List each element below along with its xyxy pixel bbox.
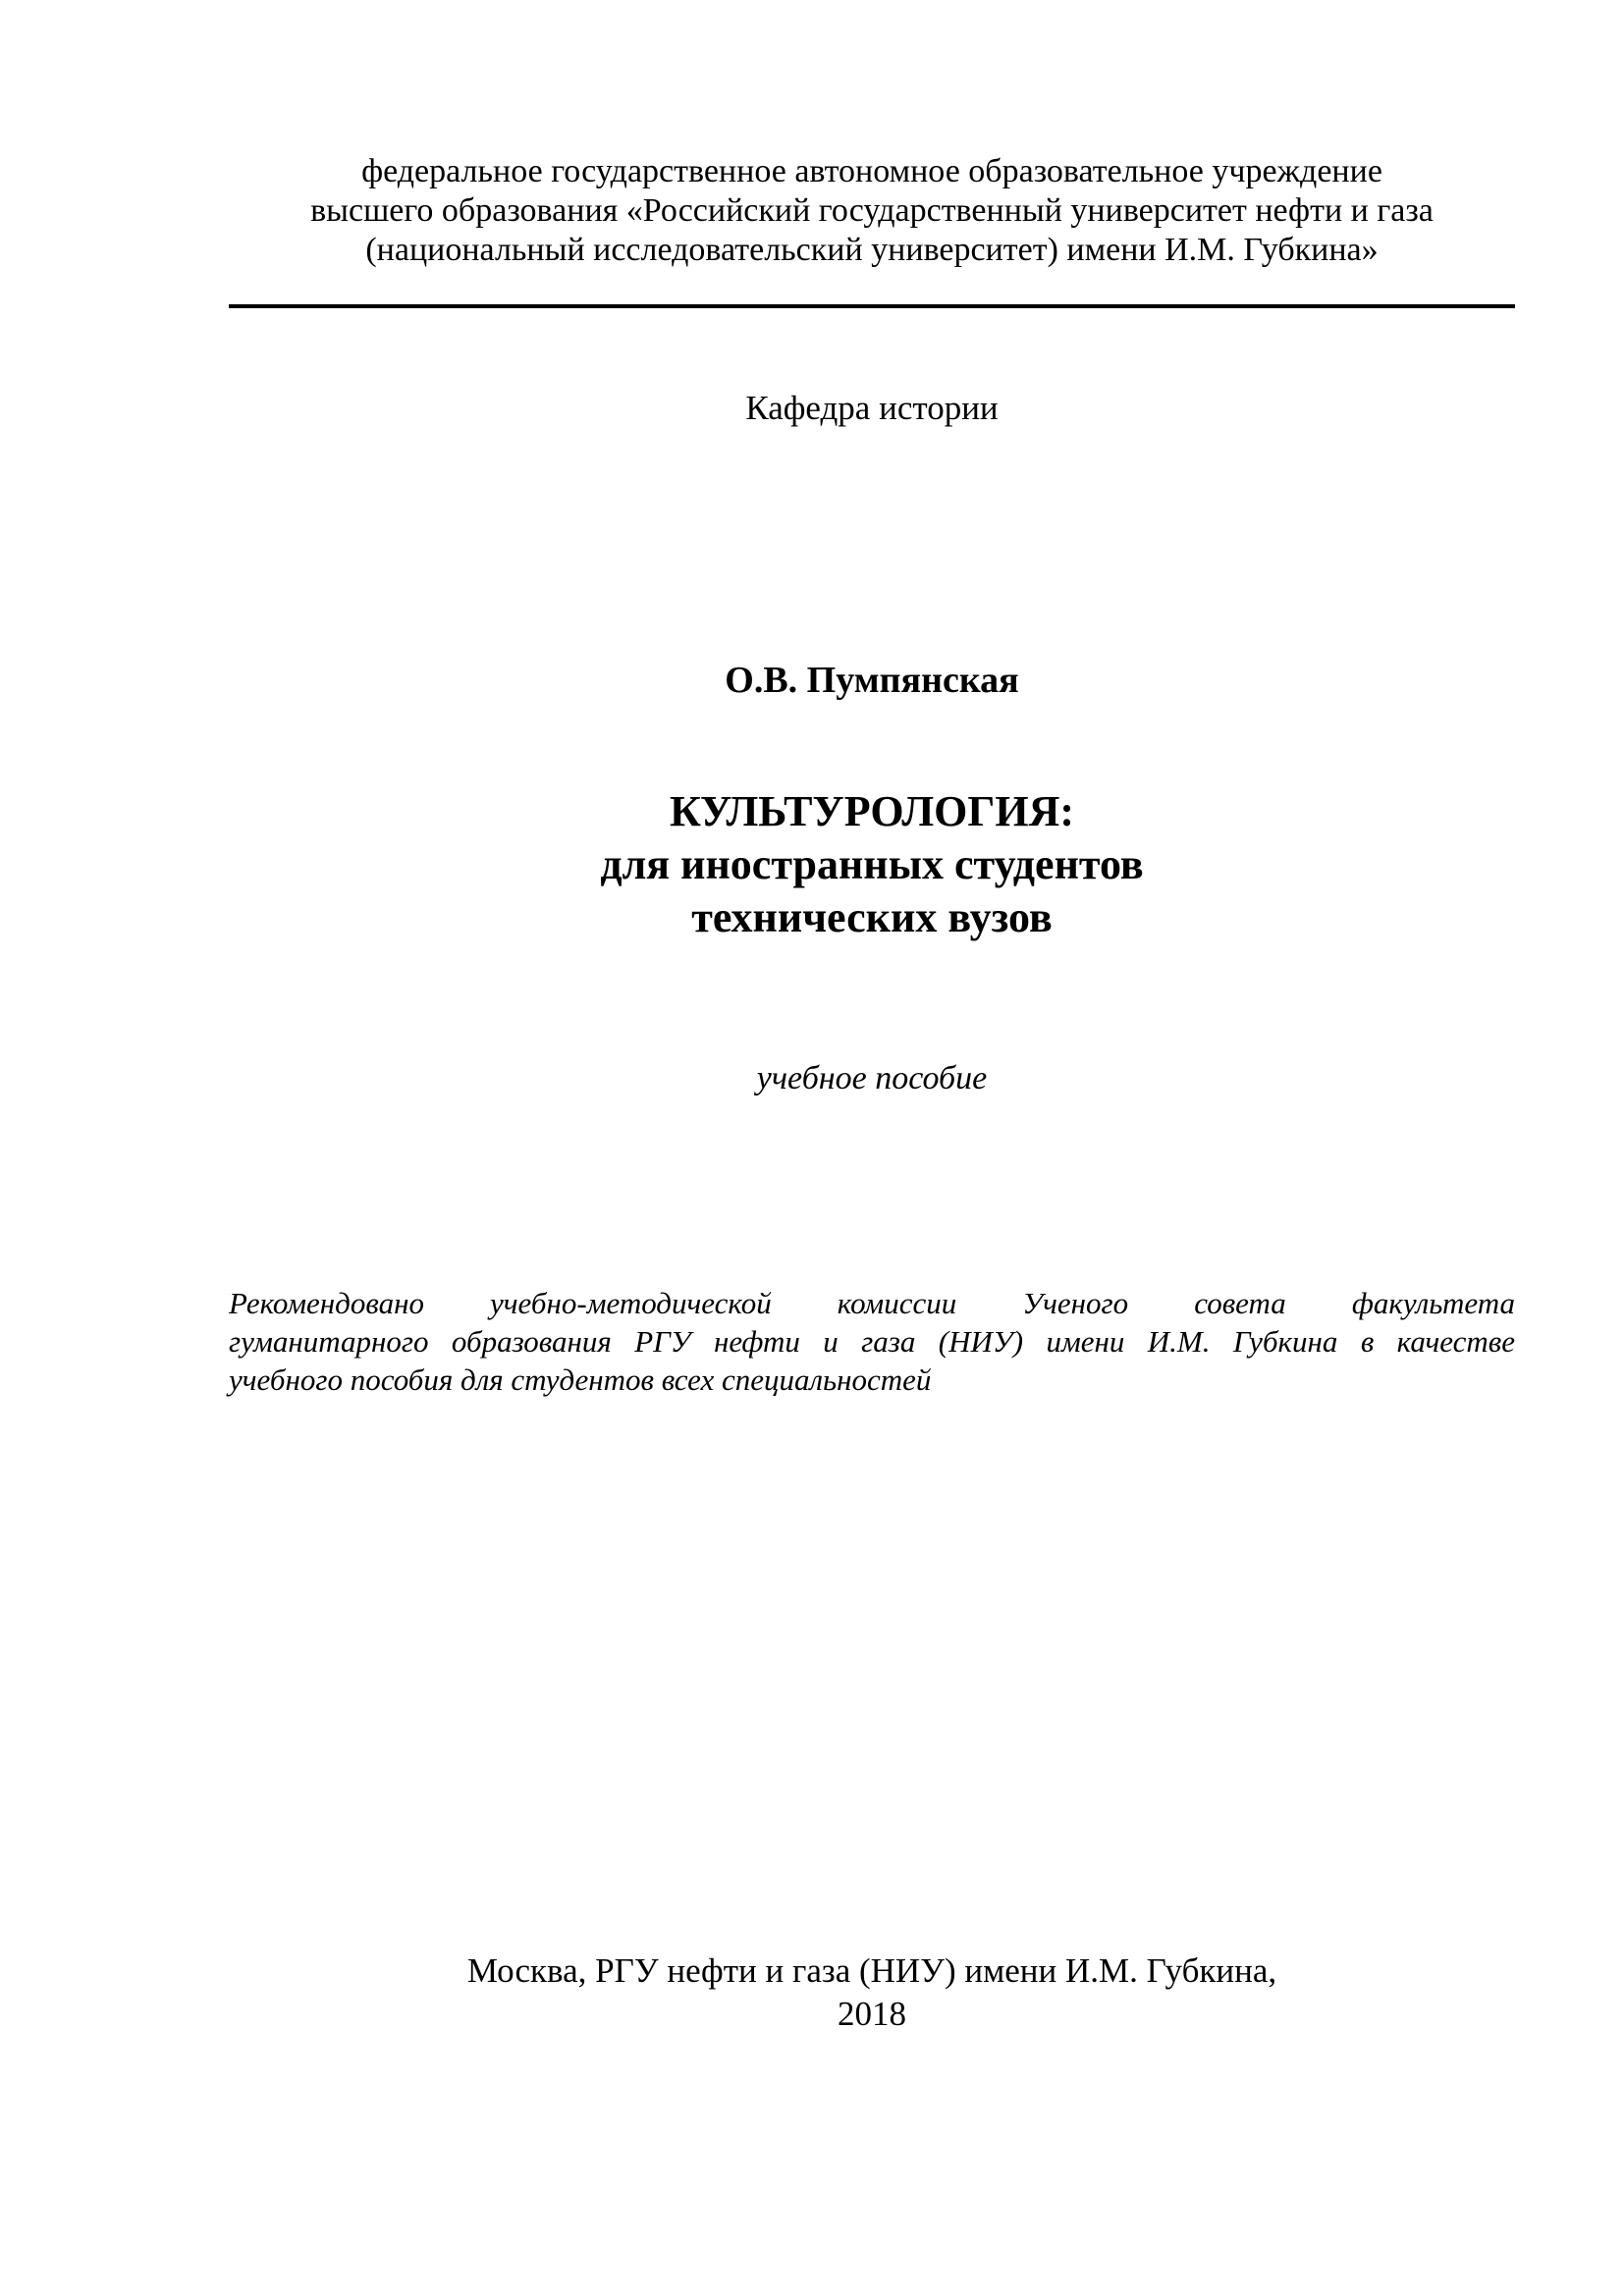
book-title-line-2: для иностранных студентов [600,840,1144,888]
recommendation-line-2: гуманитарного образования РГУ нефти и газа (НИУ) имени И.М. Губкина в качестве [229,1324,1515,1359]
document-type: учебное пособие [756,1060,988,1096]
recommendation-note [229,1284,1515,1399]
imprint-year: 2018 [838,1995,906,2033]
author-name: О.В. Пумпянская [725,660,1019,701]
book-title-line-1: КУЛЬТУРОЛОГИЯ: [669,787,1075,835]
institution-line-1: федеральное государственное автономное образовательное учреждение [361,153,1382,189]
book-title [229,785,1515,944]
header-divider [229,304,1515,308]
publication-imprint [229,1949,1515,2036]
book-title-line-3: технических вузов [691,893,1053,941]
recommendation-line-3: учебного пособия для студентов всех специальностей [229,1362,932,1397]
department-name: Кафедра истории [745,389,999,427]
recommendation-line-1: Рекомендовано учебно-методической комиссии Ученого совета факультета [229,1286,1515,1320]
imprint-publisher: Москва, РГУ нефти и газа (НИУ) имени И.М. Губкина, [466,1951,1277,1990]
institution-header [229,152,1515,270]
institution-line-2: высшего образования «Российский государственный университет нефти и газа [310,192,1434,229]
institution-line-3: (национальный исследовательский университет) имени И.М. Губкина» [365,232,1379,268]
